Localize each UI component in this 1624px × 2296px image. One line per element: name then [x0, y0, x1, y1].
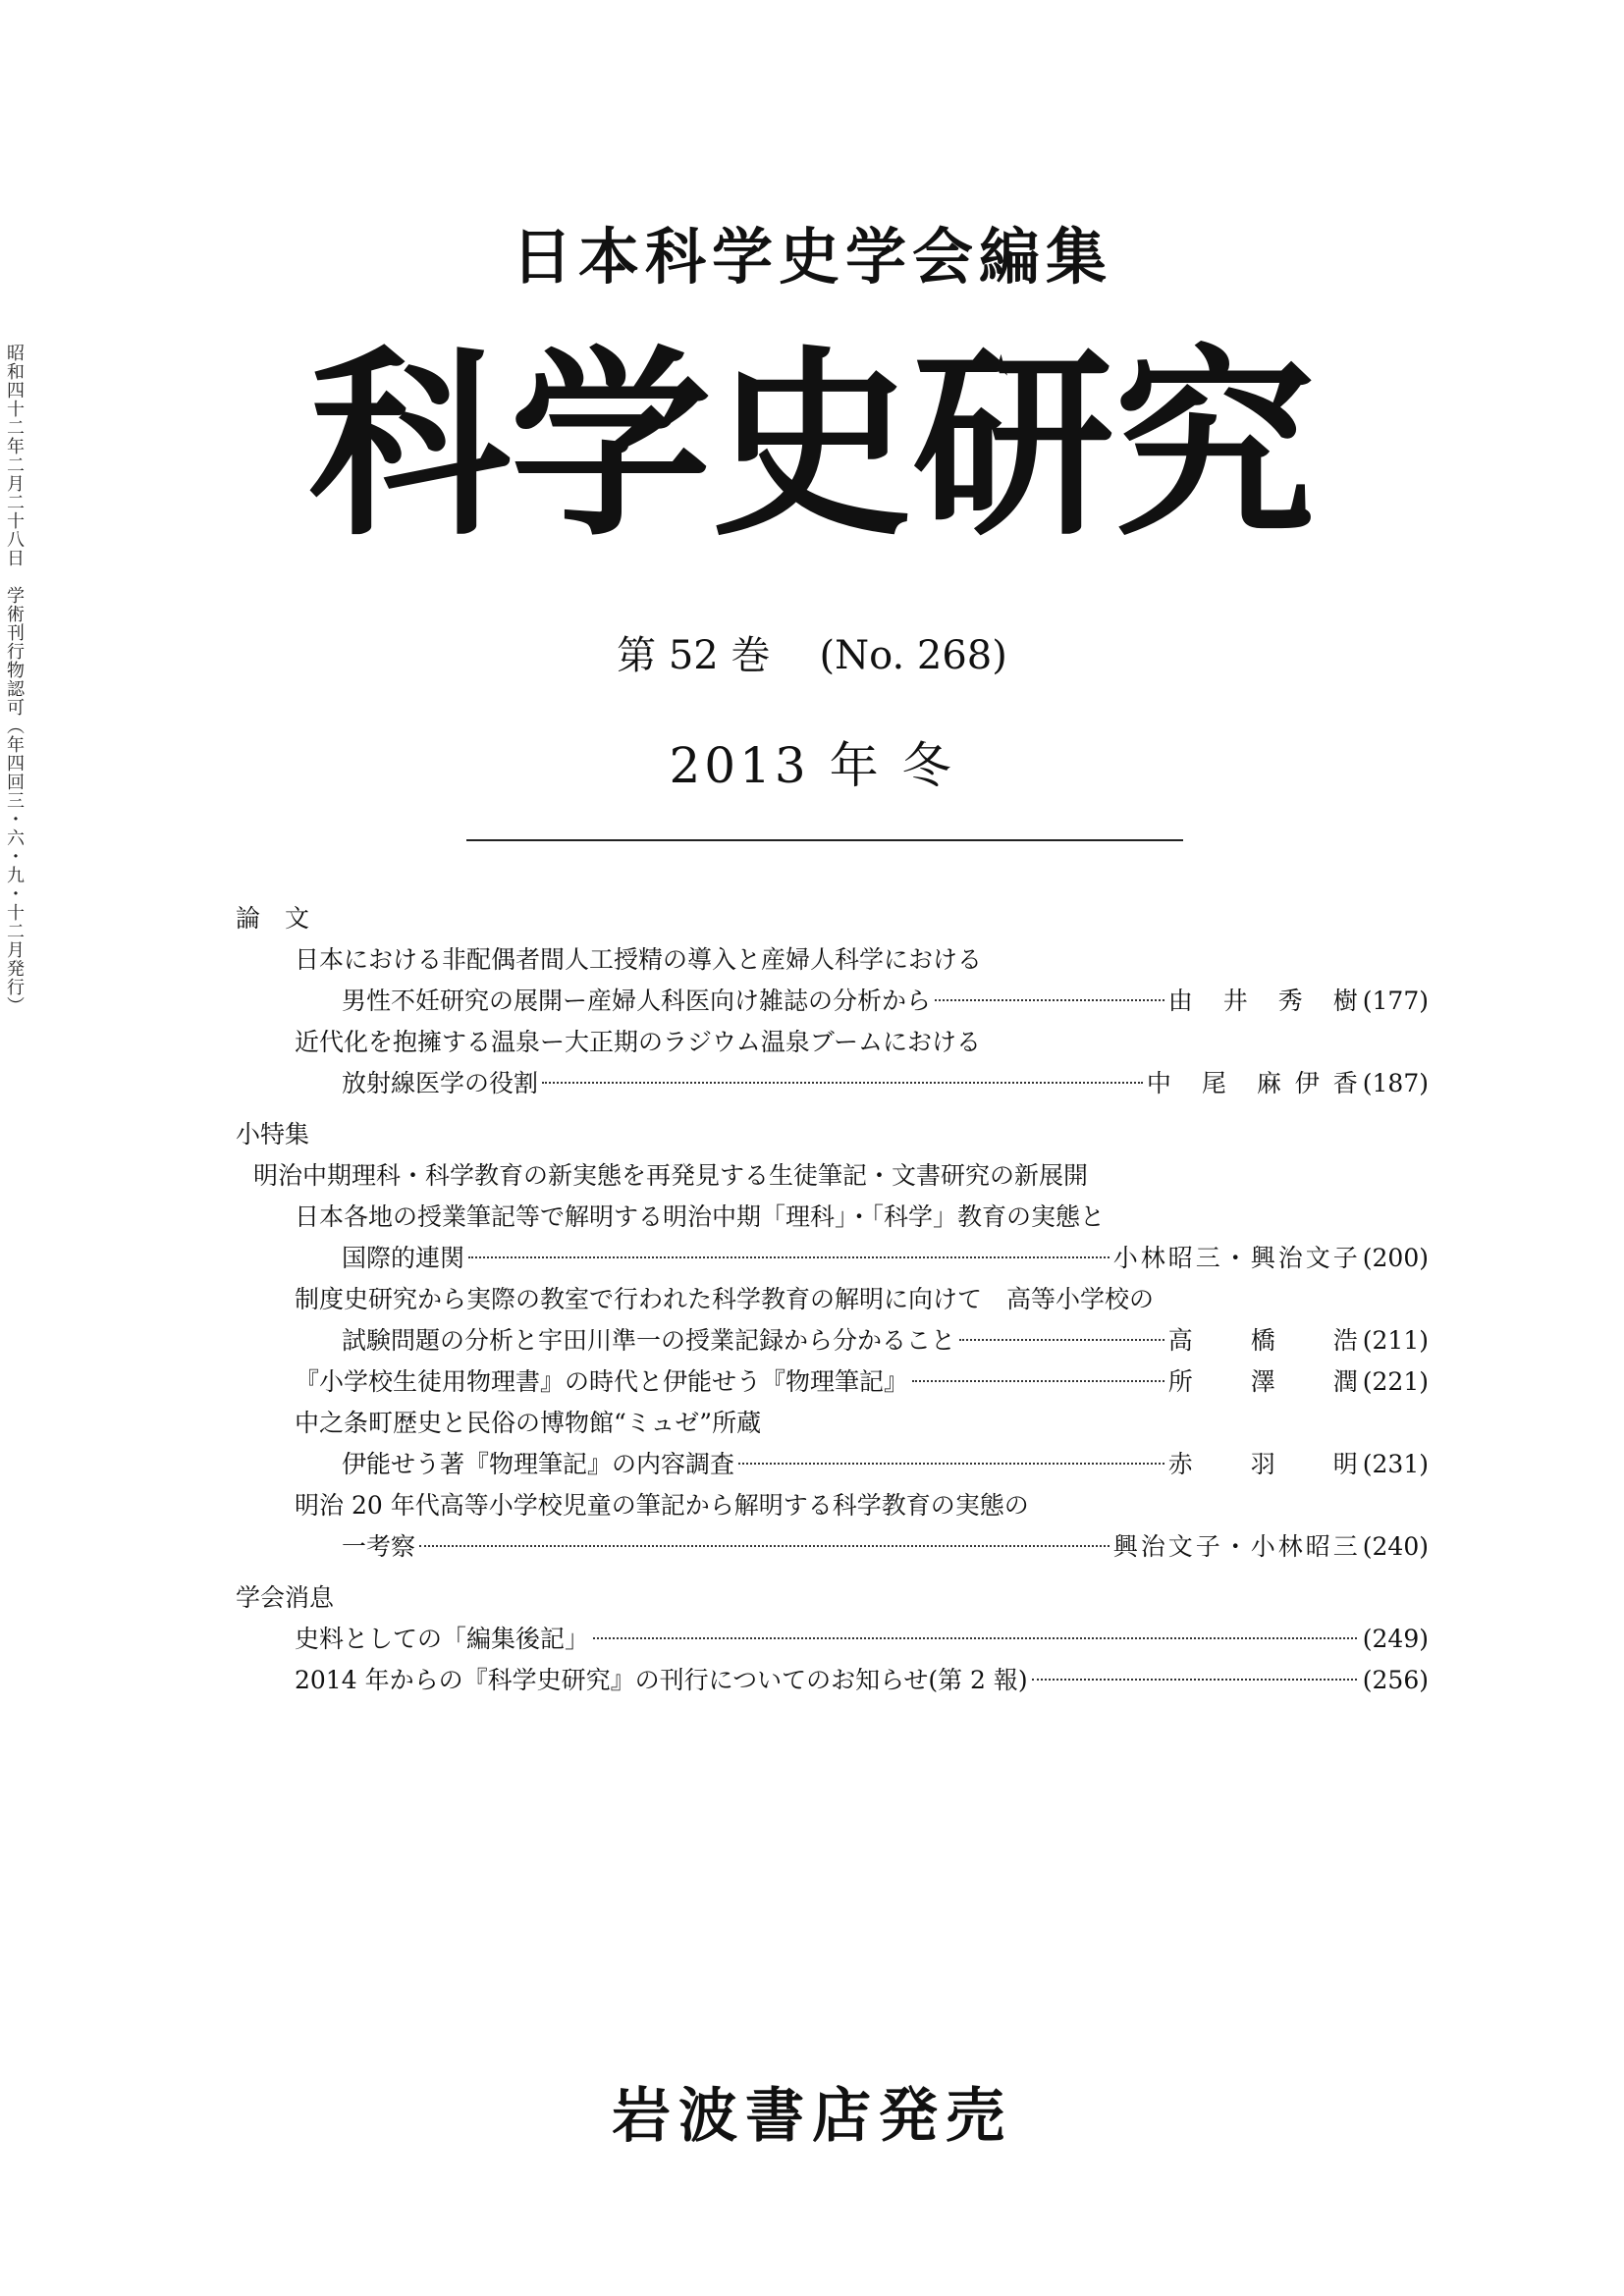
entry-author: 赤 羽 明	[1167, 1450, 1361, 1478]
dot-leader	[1032, 1679, 1357, 1681]
entry-title: 一考察	[342, 1532, 416, 1561]
entry-title: 制度史研究から実際の教室で行われた科学教育の解明に向けて 高等小学校の	[295, 1285, 1155, 1313]
section-label: 論 文	[236, 904, 310, 933]
volume-number: 第 52 巻	[617, 633, 771, 678]
entry-title: 明治 20 年代高等小学校児童の筆記から解明する科学教育の実態の	[295, 1491, 1029, 1520]
entry-page: (211)	[1362, 1326, 1429, 1355]
entry-title: 放射線医学の役割	[342, 1069, 539, 1097]
entry-page: (187)	[1362, 1069, 1429, 1097]
entry-page: (200)	[1362, 1244, 1429, 1272]
section-heading-news	[236, 1577, 1429, 1619]
section-heading-ronbun	[236, 898, 1429, 939]
dot-leader	[468, 1256, 1110, 1258]
entry-page: (240)	[1362, 1532, 1429, 1561]
entry-page: (177)	[1362, 987, 1429, 1015]
issue-number: (No. 268)	[819, 633, 1007, 678]
toc-entry-line[interactable]	[236, 1238, 1429, 1279]
entry-author: 所 澤 潤	[1167, 1367, 1361, 1396]
entry-title: 男性不妊研究の展開ー産婦人科医向け雑誌の分析から	[342, 987, 932, 1015]
toc-entry-line[interactable]	[236, 1022, 1429, 1063]
toc-entry-line[interactable]	[236, 981, 1429, 1022]
entry-title: 2014 年からの『科学史研究』の刊行についてのお知らせ(第 2 報)	[295, 1666, 1028, 1694]
toc-entry-line[interactable]	[236, 1403, 1429, 1444]
entry-page: (249)	[1362, 1625, 1429, 1653]
permit-note: 昭和四十二年二月二十八日 学術刊行物認可（年四回三・六・九・十二月発行）	[4, 344, 25, 1015]
publisher-line: 岩波書店発売	[612, 2082, 1012, 2151]
dot-leader	[935, 999, 1164, 1001]
toc-entry-line[interactable]	[236, 1063, 1429, 1104]
divider	[466, 839, 1183, 841]
special-theme	[236, 1155, 1429, 1197]
section-label: 小特集	[236, 1120, 310, 1148]
entry-title: 日本各地の授業筆記等で解明する明治中期「理科」・「科学」教育の実態と	[295, 1202, 1106, 1231]
entry-title: 国際的連関	[342, 1244, 465, 1272]
entry-author: 中 尾 麻 伊 香	[1146, 1069, 1361, 1097]
dot-leader	[542, 1082, 1143, 1084]
toc-entry-line[interactable]	[236, 1320, 1429, 1362]
entry-page: (221)	[1362, 1367, 1429, 1396]
entry-title: 中之条町歴史と民俗の博物館“ミュゼ”所蔵	[295, 1409, 762, 1437]
entry-author: 小林昭三・興治文子	[1112, 1244, 1361, 1272]
section-label: 学会消息	[236, 1583, 335, 1612]
toc-entry-line[interactable]	[236, 1362, 1429, 1403]
entry-author: 高 橋 浩	[1167, 1326, 1361, 1355]
toc-entry-line[interactable]	[236, 1444, 1429, 1485]
toc-entry-line[interactable]	[236, 939, 1429, 981]
toc-entry-line[interactable]	[236, 1619, 1429, 1660]
issue-season: 2013 年 冬	[669, 737, 955, 794]
toc-entry-line[interactable]	[236, 1660, 1429, 1701]
section-heading-special	[236, 1114, 1429, 1155]
toc-entry-line[interactable]	[236, 1485, 1429, 1526]
entry-page: (256)	[1362, 1666, 1429, 1694]
dot-leader	[593, 1637, 1357, 1639]
journal-title: 科学史研究	[308, 330, 1316, 563]
table-of-contents	[236, 898, 1429, 1701]
entry-title: 『小学校生徒用物理書』の時代と伊能せう『物理筆記』	[295, 1367, 909, 1396]
dot-leader	[912, 1380, 1164, 1382]
entry-title: 日本における非配偶者間人工授精の導入と産婦人科学における	[295, 945, 983, 974]
toc-entry-line[interactable]	[236, 1526, 1429, 1568]
entry-author: 興治文子・小林昭三	[1112, 1532, 1361, 1561]
volume-line	[0, 624, 1624, 680]
editor-line: 日本科学史学会編集	[511, 221, 1112, 293]
theme-title: 明治中期理科・科学教育の新実態を再発見する生徒筆記・文書研究の新展開	[253, 1161, 1089, 1190]
entry-page: (231)	[1362, 1450, 1429, 1478]
entry-title: 史料としての「編集後記」	[295, 1625, 590, 1653]
entry-author: 由 井 秀 樹	[1167, 987, 1361, 1015]
toc-entry-line[interactable]	[236, 1279, 1429, 1320]
entry-title: 試験問題の分析と宇田川準一の授業記録から分かること	[342, 1326, 956, 1355]
dot-leader	[959, 1339, 1164, 1341]
dot-leader	[738, 1463, 1164, 1465]
entry-title: 伊能せう著『物理筆記』の内容調査	[342, 1450, 735, 1478]
toc-entry-line[interactable]	[236, 1197, 1429, 1238]
entry-title: 近代化を抱擁する温泉ー大正期のラジウム温泉ブームにおける	[295, 1028, 982, 1056]
dot-leader	[419, 1545, 1110, 1547]
